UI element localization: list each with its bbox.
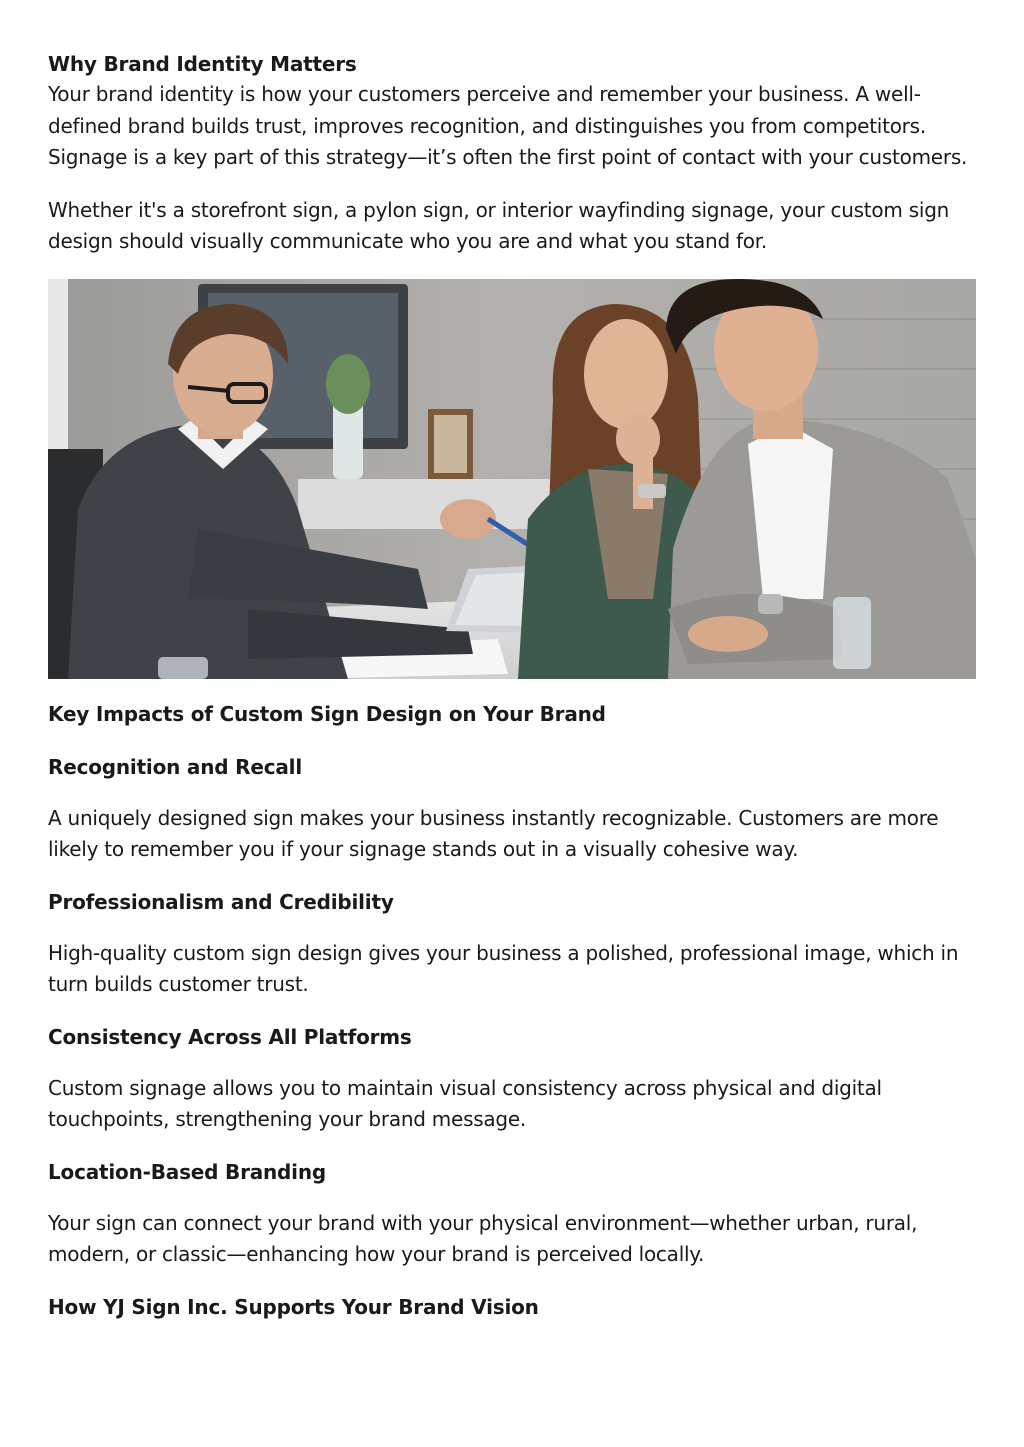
- subheading-professionalism: Professionalism and Credibility: [48, 889, 394, 914]
- text-line: turn builds customer trust.: [48, 972, 309, 996]
- paragraph-consistency: [48, 1073, 976, 1136]
- text-line: likely to remember you if your signage stands out in a visually cohesive way.: [48, 837, 799, 861]
- text-line: A uniquely designed sign makes your business instantly recognizable. Customers are more: [48, 805, 939, 830]
- text-line: defined brand builds trust, improves recognition, and distinguishes you from competitors.: [48, 113, 926, 138]
- intro-paragraph-1: [48, 79, 976, 174]
- text-line: High-quality custom sign design gives your business a polished, professional image, which in: [48, 940, 959, 965]
- paragraph-professionalism: [48, 938, 976, 1001]
- document-page: [48, 48, 976, 1321]
- subheading-recognition: Recognition and Recall: [48, 754, 302, 779]
- paragraph-recognition: [48, 803, 976, 866]
- subheading-consistency: Consistency Across All Platforms: [48, 1024, 412, 1049]
- text-line: touchpoints, strengthening your brand message.: [48, 1107, 527, 1131]
- section-heading-brand-identity: Why Brand Identity Matters: [48, 52, 357, 76]
- text-line: design should visually communicate who you are and what you stand for.: [48, 229, 768, 253]
- text-line: Your sign can connect your brand with your physical environment—whether urban, rural,: [48, 1210, 918, 1235]
- subheading-location-branding: Location-Based Branding: [48, 1159, 326, 1184]
- section-heading-yj-sign-support: How YJ Sign Inc. Supports Your Brand Vision: [48, 1294, 539, 1319]
- text-line: Your brand identity is how your customers perceive and remember your business. A well-: [48, 82, 921, 106]
- business-meeting-photo: [48, 279, 976, 679]
- intro-paragraph-2: [48, 195, 976, 258]
- text-line: Whether it's a storefront sign, a pylon sign, or interior wayfinding signage, your custom sign: [48, 197, 950, 222]
- text-line: Custom signage allows you to maintain visual consistency across physical and digital: [48, 1075, 882, 1100]
- text-line: modern, or classic—enhancing how your brand is perceived locally.: [48, 1242, 705, 1266]
- text-line: Signage is a key part of this strategy—it’s often the first point of contact with your customers.: [48, 145, 968, 169]
- section-heading-key-impacts: Key Impacts of Custom Sign Design on Your Brand: [48, 701, 606, 726]
- paragraph-location-branding: [48, 1208, 976, 1271]
